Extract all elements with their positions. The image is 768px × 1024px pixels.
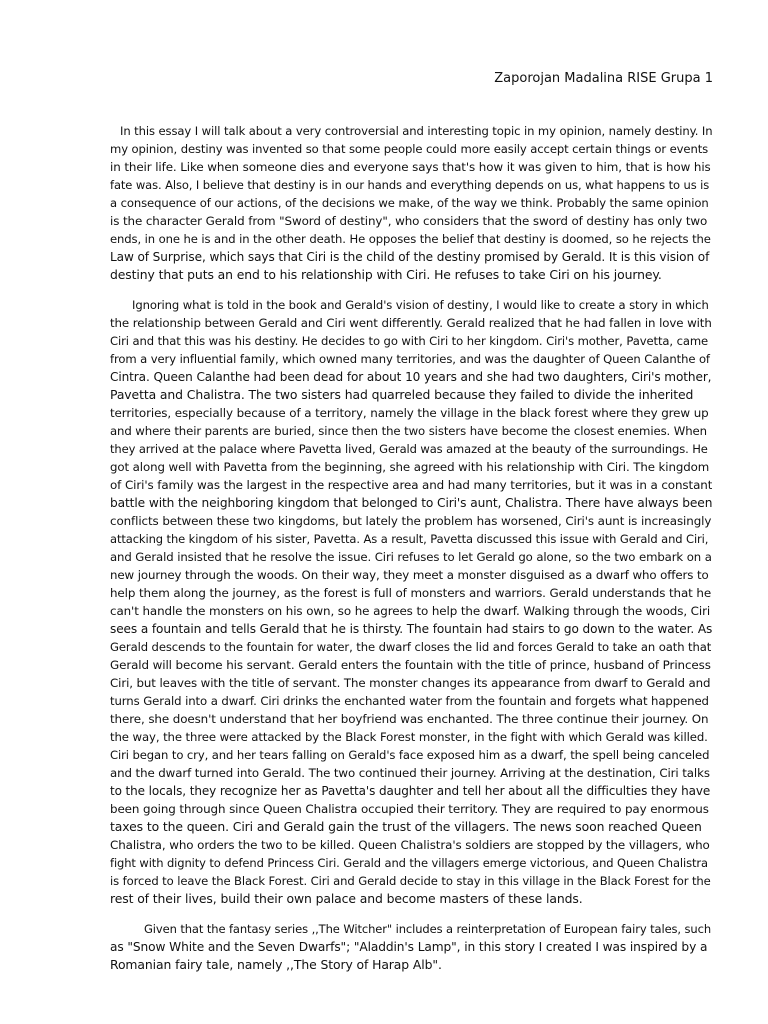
- text-line: is the character Gerald from "Sword of destiny", who considers that the sword of destiny has only two: [110, 214, 708, 228]
- text-line: taxes to the queen. Ciri and Gerald gain the trust of the villagers. The news soon reached Queen: [110, 819, 702, 834]
- text-line: the relationship between Gerald and Ciri went differently. Gerald realized that he had fallen in love with: [110, 316, 712, 330]
- essay-paragraph: [110, 920, 712, 974]
- text-line: my opinion, destiny was invented so that some people could more easily accept certain things or events: [110, 142, 709, 156]
- text-line: Romanian fairy tale, namely ,,The Story of Harap Alb".: [110, 957, 442, 972]
- text-line: In this essay I will talk about a very controversial and interesting topic in my opinion, namely destiny. In: [120, 124, 712, 138]
- text-line: help them along the journey, as the forest is full of monsters and warriors. Gerald understands that he: [110, 586, 712, 600]
- text-line: Law of Surprise, which says that Ciri is the child of the destiny promised by Gerald. It is this vision of: [110, 250, 710, 264]
- text-line: and the dwarf turned into Gerald. The two continued their journey. Arriving at the destination, Ciri talks: [110, 766, 710, 780]
- text-line: Chalistra, who orders the two to be killed. Queen Chalistra's soldiers are stopped by the villagers, who: [110, 838, 710, 852]
- text-line: ends, in one he is and in the other death. He opposes the belief that destiny is doomed, so he rejects the: [110, 232, 711, 246]
- text-line: can't handle the monsters on his own, so he agrees to help the dwarf. Walking through the woods, Ciri: [110, 604, 711, 618]
- text-line: Cintra. Queen Calanthe had been dead for about 10 years and she had two daughters, Ciri's mother,: [110, 370, 712, 384]
- text-line: new journey through the woods. On their way, they meet a monster disguised as a dwarf who offers to: [110, 568, 709, 582]
- text-line: Ciri began to cry, and her tears falling on Gerald's face exposed him as a dwarf, the spell being canceled: [110, 748, 710, 762]
- text-line: from a very influential family, which owned many territories, and was the daughter of Queen Calanthe of: [110, 352, 710, 366]
- text-line: fate was. Also, I believe that destiny is in our hands and everything depends on us, what happens to us is: [110, 178, 710, 192]
- text-line: Pavetta and Chalistra. The two sisters had quarreled because they failed to divide the inherited: [110, 387, 694, 402]
- author-line: Zaporojan Madalina RISE Grupa 1: [494, 71, 713, 86]
- text-line: Gerald descends to the fountain for water, the dwarf closes the lid and forces Gerald to take an oath that: [110, 640, 712, 654]
- text-line: is forced to leave the Black Forest. Ciri and Gerald decide to stay in this village in the Black Forest for the: [110, 874, 711, 888]
- text-line: destiny that puts an end to his relationship with Ciri. He refuses to take Ciri on his journey.: [110, 267, 662, 282]
- text-line: Gerald will become his servant. Gerald enters the fountain with the title of prince, husband of Princess: [110, 658, 711, 672]
- text-line: rest of their lives, build their own palace and become masters of these lands.: [110, 891, 583, 906]
- text-line: and where their parents are buried, since then the two sisters have become the closest enemies. When: [110, 424, 707, 438]
- text-line: the way, the three were attacked by the Black Forest monster, in the fight with which Gerald was killed.: [110, 730, 708, 744]
- text-line: turns Gerald into a dwarf. Ciri drinks the enchanted water from the fountain and forgets what happened: [110, 694, 709, 708]
- text-line: battle with the neighboring kingdom that belonged to Ciri's aunt, Chalistra. There have always been: [110, 496, 712, 510]
- text-line: been going through since Queen Chalistra occupied their territory. They are required to pay enormous: [110, 802, 709, 816]
- text-line: a consequence of our actions, of the decisions we make, of the way we think. Probably the same opinion: [110, 196, 709, 210]
- text-line: fight with dignity to defend Princess Ciri. Gerald and the villagers emerge victorious, and Queen Chalistra: [110, 856, 708, 870]
- text-line: of Ciri's family was the largest in the respective area and had many territories, but it was in a constant: [110, 478, 712, 492]
- text-line: conflicts between these two kingdoms, but lately the problem has worsened, Ciri's aunt is increasingly: [110, 514, 712, 528]
- text-line: Ignoring what is told in the book and Gerald's vision of destiny, I would like to create a story in which: [132, 298, 709, 312]
- text-line: in their life. Like when someone dies and everyone says that's how it was given to him, that is how his: [110, 160, 711, 174]
- text-line: attacking the kingdom of his sister, Pavetta. As a result, Pavetta discussed this issue with Gerald and Ciri,: [110, 532, 709, 546]
- text-line: got along well with Pavetta from the beginning, she agreed with his relationship with Ciri. The kingdom: [110, 460, 710, 474]
- text-line: they arrived at the palace where Pavetta lived, Gerald was amazed at the beauty of the surroundings. He: [110, 442, 708, 456]
- text-line: territories, especially because of a territory, namely the village in the black forest where they grew up: [110, 406, 709, 420]
- essay-paragraph: [110, 122, 712, 284]
- text-line: and Gerald insisted that he resolve the issue. Ciri refuses to let Gerald go alone, so the two embark on a: [110, 550, 712, 564]
- text-line: Ciri and that this was his destiny. He decides to go with Ciri to her kingdom. Ciri's mother, Pavetta, came: [110, 334, 709, 348]
- essay-paragraph: [110, 296, 712, 908]
- text-line: there, she doesn't understand that her boyfriend was enchanted. The three continue their journey. On: [110, 712, 709, 726]
- text-line: sees a fountain and tells Gerald that he is thirsty. The fountain had stairs to go down to the water. As: [110, 622, 712, 636]
- text-line: to the locals, they recognize her as Pavetta's daughter and tell her about all the difficulties they have: [110, 784, 711, 798]
- text-line: Given that the fantasy series ,,The Witcher" includes a reinterpretation of European fairy tales, such: [144, 922, 712, 936]
- text-line: as "Snow White and the Seven Dwarfs"; "Aladdin's Lamp", in this story I created I was inspired by a: [110, 940, 708, 954]
- text-line: Ciri, but leaves with the title of servant. The monster changes its appearance from dwarf to Gerald and: [110, 676, 711, 690]
- essay-body: [110, 122, 712, 986]
